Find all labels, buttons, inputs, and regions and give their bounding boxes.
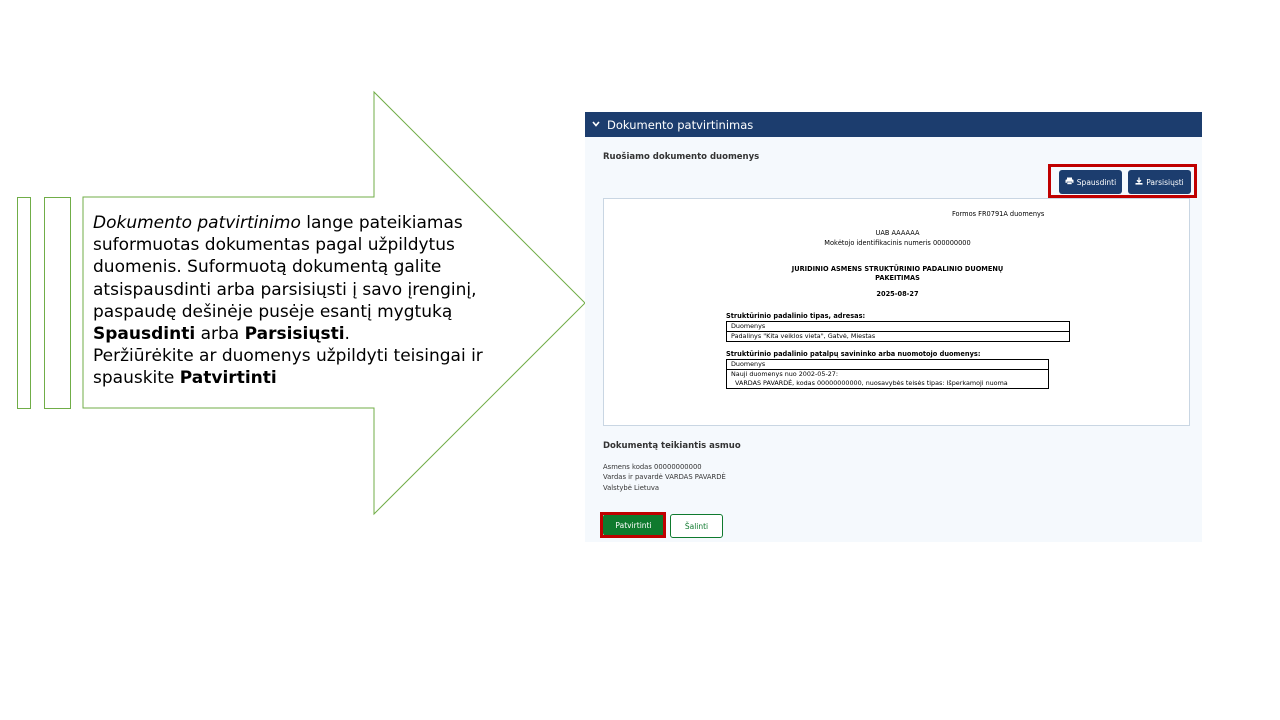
document-heading-line2: PAKEITIMAS [875,274,920,282]
highlight-confirm [600,512,666,538]
table-row [727,369,1048,388]
document-heading-line1: JURIDINIO ASMENS STRUKTŪRINIO PADALINIO DUOMENŲ [791,265,1004,273]
section2-title: Struktūrinio padalinio patalpų savininko arba nuomotojo duomenys: [726,350,981,358]
callout-text-4: Peržiūrėkite ar duomenys užpildyti teisingai ir spauskite [93,346,483,389]
highlight-print-download [1048,164,1197,198]
confirm-button[interactable]: Patvirtinti [603,514,664,536]
submitter-name: Vardas ir pavardė VARDAS PAVARDĖ [603,473,726,481]
callout-text-3: . [344,324,350,345]
chevron-down-icon[interactable] [585,119,607,130]
table-cell: Nauji duomenys nuo 2002-05-27: [731,370,839,378]
submitter-title: Dokumentą teikiantis asmuo [603,441,741,451]
submitter-code: Asmens kodas 00000000000 [603,463,702,471]
callout-text-1: lange pateikiamas suformuotas dokumentas pagal užpildytus duomenis. Suformuotą dokumentą galite atsispausdinti arba parsisiųsti į savo įrenginį, paspaudę dešinėje pusėje esantį mygtuką [93,213,477,322]
taxpayer-id: Mokėtojo identifikacinis numeris 000000000 [824,239,971,247]
document-confirmation-panel [585,112,1202,542]
panel-title: Dokumento patvirtinimas [607,117,754,132]
remove-button[interactable]: Šalinti [670,514,723,538]
document-preview [603,198,1190,426]
callout-text [93,212,483,390]
section1-title: Struktūrinio padalinio tipas, adresas: [726,312,866,320]
document-date: 2025-08-27 [876,290,919,298]
table-row: Duomenys [731,360,766,368]
table-row: Duomenys [731,322,766,330]
company-name: UAB AAAAAA [875,229,920,237]
form-label: Formos FR0791A duomenys [952,210,1045,218]
download-label: Parsisiųsti [1146,177,1184,187]
section2-table [726,359,1049,389]
callout-bold-download: Parsisiųsti [244,324,345,345]
callout-bold-print: Spausdinti [93,324,196,345]
table-cell: VARDAS PAVARDĖ, kodas 00000000000, nuosavybės teisės tipas: Išperkamoji nuoma [735,379,1008,387]
submitter-country: Valstybė Lietuva [603,484,660,492]
section1-table [726,321,1070,342]
callout-bold-confirm: Patvirtinti [179,368,277,389]
callout-italic-lead: Dokumento patvirtinimo [93,213,301,233]
panel-header[interactable] [585,112,1202,137]
table-row: Padalinys "Kita veiklos vieta", Gatvė, Miestas [727,331,1069,341]
print-label: Spausdinti [1076,177,1117,187]
callout-text-2: arba [195,324,245,345]
section-title-document-data: Ruošiamo dokumento duomenys [603,152,760,162]
